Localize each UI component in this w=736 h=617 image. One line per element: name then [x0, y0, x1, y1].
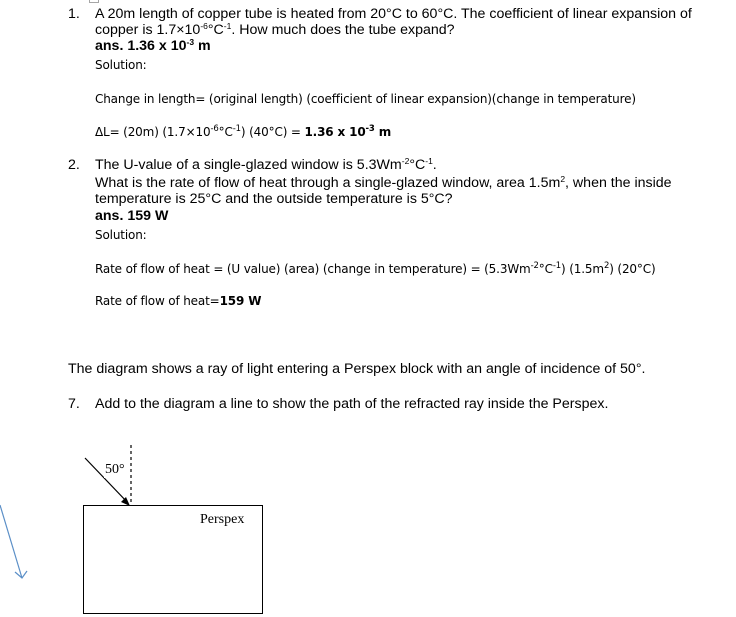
q2-line3: temperature is 25°C and the outside temperature is 5°C? [95, 191, 453, 207]
q1-number: 1. [68, 6, 80, 22]
q7-number: 7. [68, 396, 80, 412]
q2-solution-label: Solution: [95, 228, 147, 242]
q1-formula: Change in length= (original length) (coefficient of linear expansion)(change in temperature) [95, 92, 636, 106]
q1-answer: ans. 1.36 x $10^{-3}$ m [95, 37, 211, 54]
q1-line1: A 20m length of copper tube is heated from 20°C to 60°C. The coefficient of linear expansion of [95, 6, 692, 22]
q1-calculation: ΔL= (20m) $(1.7\times 10^{-6}^\circ C^{-1}) (40^\circ C) = 1.36$ x $10^{-3}$ m [95, 124, 392, 139]
drawn-ray-line [0, 505, 22, 578]
q1-line2: copper is $1.7\times 10^{-6}^\circ C^{-1}$. How much does the tube expand? [95, 21, 455, 38]
q2-formula: Rate of flow of heat = (U value) (area) (change in temperature) = $(5.3Wm^{-2}^\circ C^{-1})$ $(1.5m^2)$ (20°C) [95, 261, 656, 276]
angle-label: 50° [105, 462, 125, 477]
perspex-label: Perspex [200, 512, 245, 527]
q2-result: Rate of flow of heat=159 W [95, 294, 262, 308]
q2-answer: ans. 159 W [95, 208, 169, 224]
diagram-intro: The diagram shows a ray of light entering a Perspex block with an angle of incidence of 50°. [68, 361, 646, 377]
q7-text: Add to the diagram a line to show the path of the refracted ray inside the Perspex. [95, 396, 609, 412]
q2-number: 2. [68, 157, 80, 173]
q2-line1: The U-value of a single-glazed window is $5.3Wm^{-2}^\circ C^{-1}$. [95, 156, 437, 173]
q2-line2: What is the rate of flow of heat through a single-glazed window, area $1.5m^2$, when the inside [95, 174, 672, 191]
q1-solution-label: Solution: [95, 58, 147, 72]
